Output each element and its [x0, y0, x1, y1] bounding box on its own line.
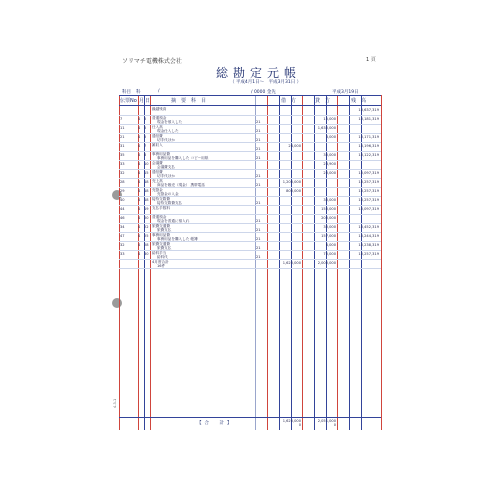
voucher-no: 11 — [120, 126, 125, 130]
description: 売掛金 — [152, 187, 163, 192]
voucher-no: 21 — [120, 135, 125, 139]
description: 旅費交通費 — [152, 223, 170, 228]
col-credit: 貸 方 — [315, 98, 331, 104]
form-code: 4-3-1 — [113, 398, 117, 408]
description: 通信費 — [152, 169, 163, 174]
credit-amount: 15,000 — [323, 117, 336, 121]
tax-code: 21 — [256, 236, 261, 241]
description: 繰越残高 — [152, 106, 167, 111]
credit-amount: 3,000 — [325, 135, 336, 139]
day: 5 — [144, 117, 147, 121]
month: 4 — [138, 144, 141, 148]
tax-code: 21 — [256, 173, 261, 178]
credit-amount: 1,630,000 — [317, 126, 336, 130]
col-day: 日 — [145, 98, 151, 104]
col-debit: 借 方 — [281, 98, 297, 104]
description: 事務用品費 — [152, 151, 170, 156]
month: 4 — [138, 153, 141, 157]
month: 4 — [138, 216, 141, 220]
voucher-no: 34 — [120, 225, 125, 229]
balance-amount: 10,452,319 — [358, 225, 379, 229]
description-sub: 事務用品を購入した 帳簿 — [157, 236, 198, 241]
month: 4 — [138, 126, 141, 130]
credit-amount: 2,000,000 — [317, 261, 336, 265]
account-number: 科 — [136, 90, 141, 95]
description: 会議費 — [152, 160, 163, 165]
description-sub: 現金を普通に預入れ — [157, 218, 190, 223]
description-sub: 給料代 — [157, 254, 168, 259]
balance-amount: 10,637,319 — [358, 108, 379, 112]
month: 4 — [138, 198, 141, 202]
tax-code: 21 — [256, 200, 261, 205]
description-sub: 現金仕入した — [157, 128, 179, 133]
voucher-no: 33 — [120, 252, 125, 256]
tax-code: 21 — [256, 227, 261, 232]
description-sub: 旅費支払 — [157, 245, 172, 250]
company-name: ソリマチ電機株式会社 — [122, 58, 182, 65]
debit-amount: 1,620,000 — [282, 261, 301, 265]
balance-amount: 10,257,319 — [358, 252, 379, 256]
month: 4 — [138, 207, 141, 211]
debit-amount: 800,000 — [286, 189, 301, 193]
tax-code: 21 — [256, 146, 261, 151]
description: 雑収入 — [152, 142, 163, 147]
voucher-no: 28 — [120, 180, 125, 184]
description: 通信費 — [152, 133, 163, 138]
description: 売上高 — [152, 178, 163, 183]
credit-amount: 23,900 — [323, 162, 336, 166]
credit-amount: 70,000 — [323, 252, 336, 256]
col-description: 摘 要 科 目 — [171, 98, 207, 104]
day: 25 — [144, 234, 149, 238]
page-title: 総勘定元帳 — [216, 66, 302, 80]
totals-row — [119, 417, 381, 428]
day: 18 — [144, 180, 149, 184]
total-credit-zero: 0 — [333, 423, 336, 427]
voucher-no: 31 — [120, 144, 125, 148]
col-voucher: 伝票No — [120, 98, 137, 104]
voucher-no: 46 — [120, 216, 125, 220]
fiscal-period: （ 平成4月1日～ 平成3月31日 ） — [230, 80, 302, 85]
balance-amount: 10,257,319 — [358, 198, 379, 202]
credit-amount: 200,000 — [321, 216, 336, 220]
total-debit-zero: 0 — [298, 423, 301, 427]
description-sub: 現金を預入した — [157, 119, 183, 124]
description: 仕入高 — [152, 124, 163, 129]
description: 支払手数料 — [152, 205, 170, 210]
description-sub: 16件 — [157, 263, 166, 268]
credit-amount: 30,000 — [323, 153, 336, 157]
month: 4 — [138, 225, 141, 229]
description-sub: 旅費支払 — [157, 227, 172, 232]
credit-amount: 30,000 — [323, 225, 336, 229]
voucher-no: 32 — [120, 171, 125, 175]
day: 19 — [144, 207, 149, 211]
debit-amount: 1,200,000 — [282, 180, 301, 184]
balance-amount: 10,196,319 — [358, 144, 379, 148]
description-sub: 会議費支払 — [157, 164, 175, 169]
description: 事務用品費 — [152, 232, 170, 237]
tax-code: 21 — [256, 119, 261, 124]
day: 30 — [144, 252, 149, 256]
month: 4 — [138, 171, 141, 175]
balance-amount: 10,171,319 — [358, 135, 379, 139]
voucher-no: 40 — [120, 198, 125, 202]
description-sub: 切手代ほか — [157, 173, 175, 178]
voucher-no: 35 — [120, 153, 125, 157]
total-credit: 2,051,000 — [317, 419, 336, 423]
tax-code: 21 — [256, 245, 261, 250]
description: 4月度合計 — [152, 259, 169, 264]
voucher-no: 29 — [120, 189, 125, 193]
tax-code: 21 — [256, 218, 261, 223]
description: 接待交際費 — [152, 196, 170, 201]
month: 4 — [138, 189, 141, 193]
credit-amount: 150,000 — [321, 207, 336, 211]
balance-amount: 10,244,319 — [358, 234, 379, 238]
day: 15 — [144, 171, 149, 175]
voucher-no: 32 — [120, 243, 125, 247]
col-balance: 残 高 — [351, 98, 367, 104]
credit-amount: 157,000 — [321, 234, 336, 238]
day: 22 — [144, 225, 149, 229]
account-unit: / 0000 金先 — [251, 90, 276, 95]
month: 4 — [138, 180, 141, 184]
tax-code: 21 — [256, 137, 261, 142]
description: 普通預金 — [152, 115, 167, 120]
tax-code: 21 — [256, 254, 261, 259]
day: 8 — [144, 153, 147, 157]
credit-amount: 20,000 — [323, 171, 336, 175]
total-label: 【合 計】 — [197, 421, 235, 426]
month: 4 — [138, 243, 141, 247]
month: 4 — [138, 117, 141, 121]
description-sub: 切手代ほか — [157, 137, 175, 142]
month: 4 — [138, 162, 141, 166]
debit-amount: 26,000 — [288, 144, 301, 148]
account-label: 科目 — [122, 90, 131, 95]
balance-amount: 10,257,319 — [358, 189, 379, 193]
day: 28 — [144, 243, 149, 247]
month: 4 — [138, 252, 141, 256]
day: 10 — [144, 162, 149, 166]
total-debit: 1,620,000 — [282, 419, 301, 423]
day: 5 — [144, 126, 147, 130]
print-date: 平成3月19日 — [332, 90, 359, 95]
day: 18 — [144, 189, 149, 193]
balance-amount: 10,097,319 — [358, 207, 379, 211]
description-sub: 接待交際費支払 — [157, 200, 183, 205]
ledger-table — [119, 95, 381, 430]
account-name: / — [158, 89, 160, 94]
tax-code: 21 — [256, 155, 261, 160]
voucher-no: 7 — [120, 117, 123, 121]
balance-amount: 10,181,319 — [358, 117, 379, 121]
balance-amount: 10,122,319 — [358, 153, 379, 157]
credit-amount: 30,000 — [323, 198, 336, 202]
voucher-no: 33 — [120, 162, 125, 166]
credit-amount: 6,000 — [325, 243, 336, 247]
day: 20 — [144, 216, 149, 220]
day: 5 — [144, 135, 147, 139]
description: 普通預金 — [152, 214, 167, 219]
col-month: 月 — [139, 98, 145, 104]
day: 18 — [144, 198, 149, 202]
tax-code: 21 — [256, 128, 261, 133]
description: 旅費交通費 — [152, 241, 170, 246]
voucher-no: 47 — [120, 234, 125, 238]
page-number: 1 頁 — [366, 57, 376, 63]
tax-code: 21 — [256, 182, 261, 187]
balance-amount: 10,097,319 — [358, 171, 379, 175]
balance-amount: 10,257,319 — [358, 180, 379, 184]
description-sub: 事務用品を購入した コピー用紙 — [157, 155, 209, 160]
voucher-no: 44 — [120, 207, 125, 211]
description-sub: 商品を販売（現金） 携帯電話 — [157, 182, 205, 187]
balance-amount: 10,238,319 — [358, 243, 379, 247]
day: 7 — [144, 144, 147, 148]
month: 4 — [138, 135, 141, 139]
description: 給料手当 — [152, 250, 167, 255]
month: 4 — [138, 234, 141, 238]
description-sub: 売掛金の入金 — [157, 191, 179, 196]
